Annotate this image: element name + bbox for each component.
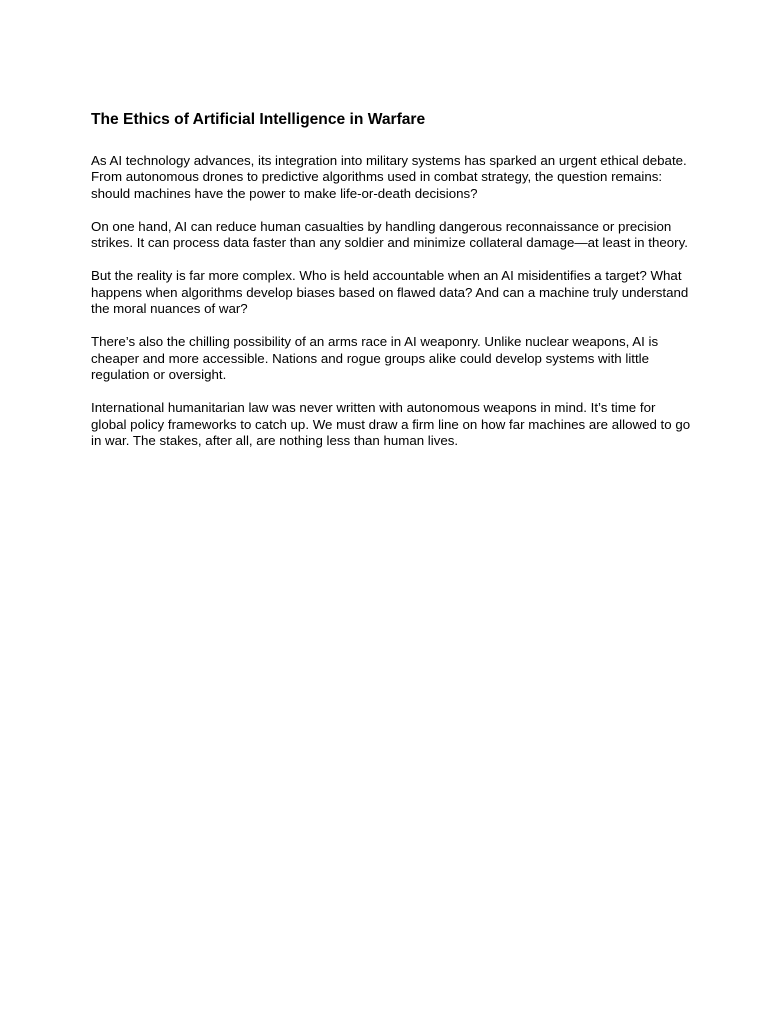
document-title: The Ethics of Artificial Intelligence in Warfare (91, 111, 426, 128)
paragraph-5: International humanitarian law was never written with autonomous weapons in mind. It’s time for global policy frameworks to catch up. We must draw a firm line on how far machines are allowed to go in war. The stakes, after all, are nothing less than human lives. (91, 400, 691, 448)
paragraph-4: There’s also the chilling possibility of an arms race in AI weaponry. Unlike nuclear weapons, AI is cheaper and more accessible. Nations and rogue groups alike could develop systems with little regulation or oversight. (91, 334, 659, 382)
document-body (91, 110, 691, 466)
paragraph-3: But the reality is far more complex. Who is held accountable when an AI misidentifies a target? What happens when algorithms develop biases based on flawed data? And can a machine truly understand the moral nuances of war? (91, 268, 689, 317)
paragraph-2: On one hand, AI can reduce human casualties by handling dangerous reconnaissance or precision strikes. It can process data faster than any soldier and minimize collateral damage—at least in theory. (91, 218, 688, 251)
paragraph-1: As AI technology advances, its integration into military systems has sparked an urgent ethical debate. From autonomous drones to predictive algorithms used in combat strategy, the question remains: should machines have the power to make life-or-death decisions? (91, 153, 687, 201)
